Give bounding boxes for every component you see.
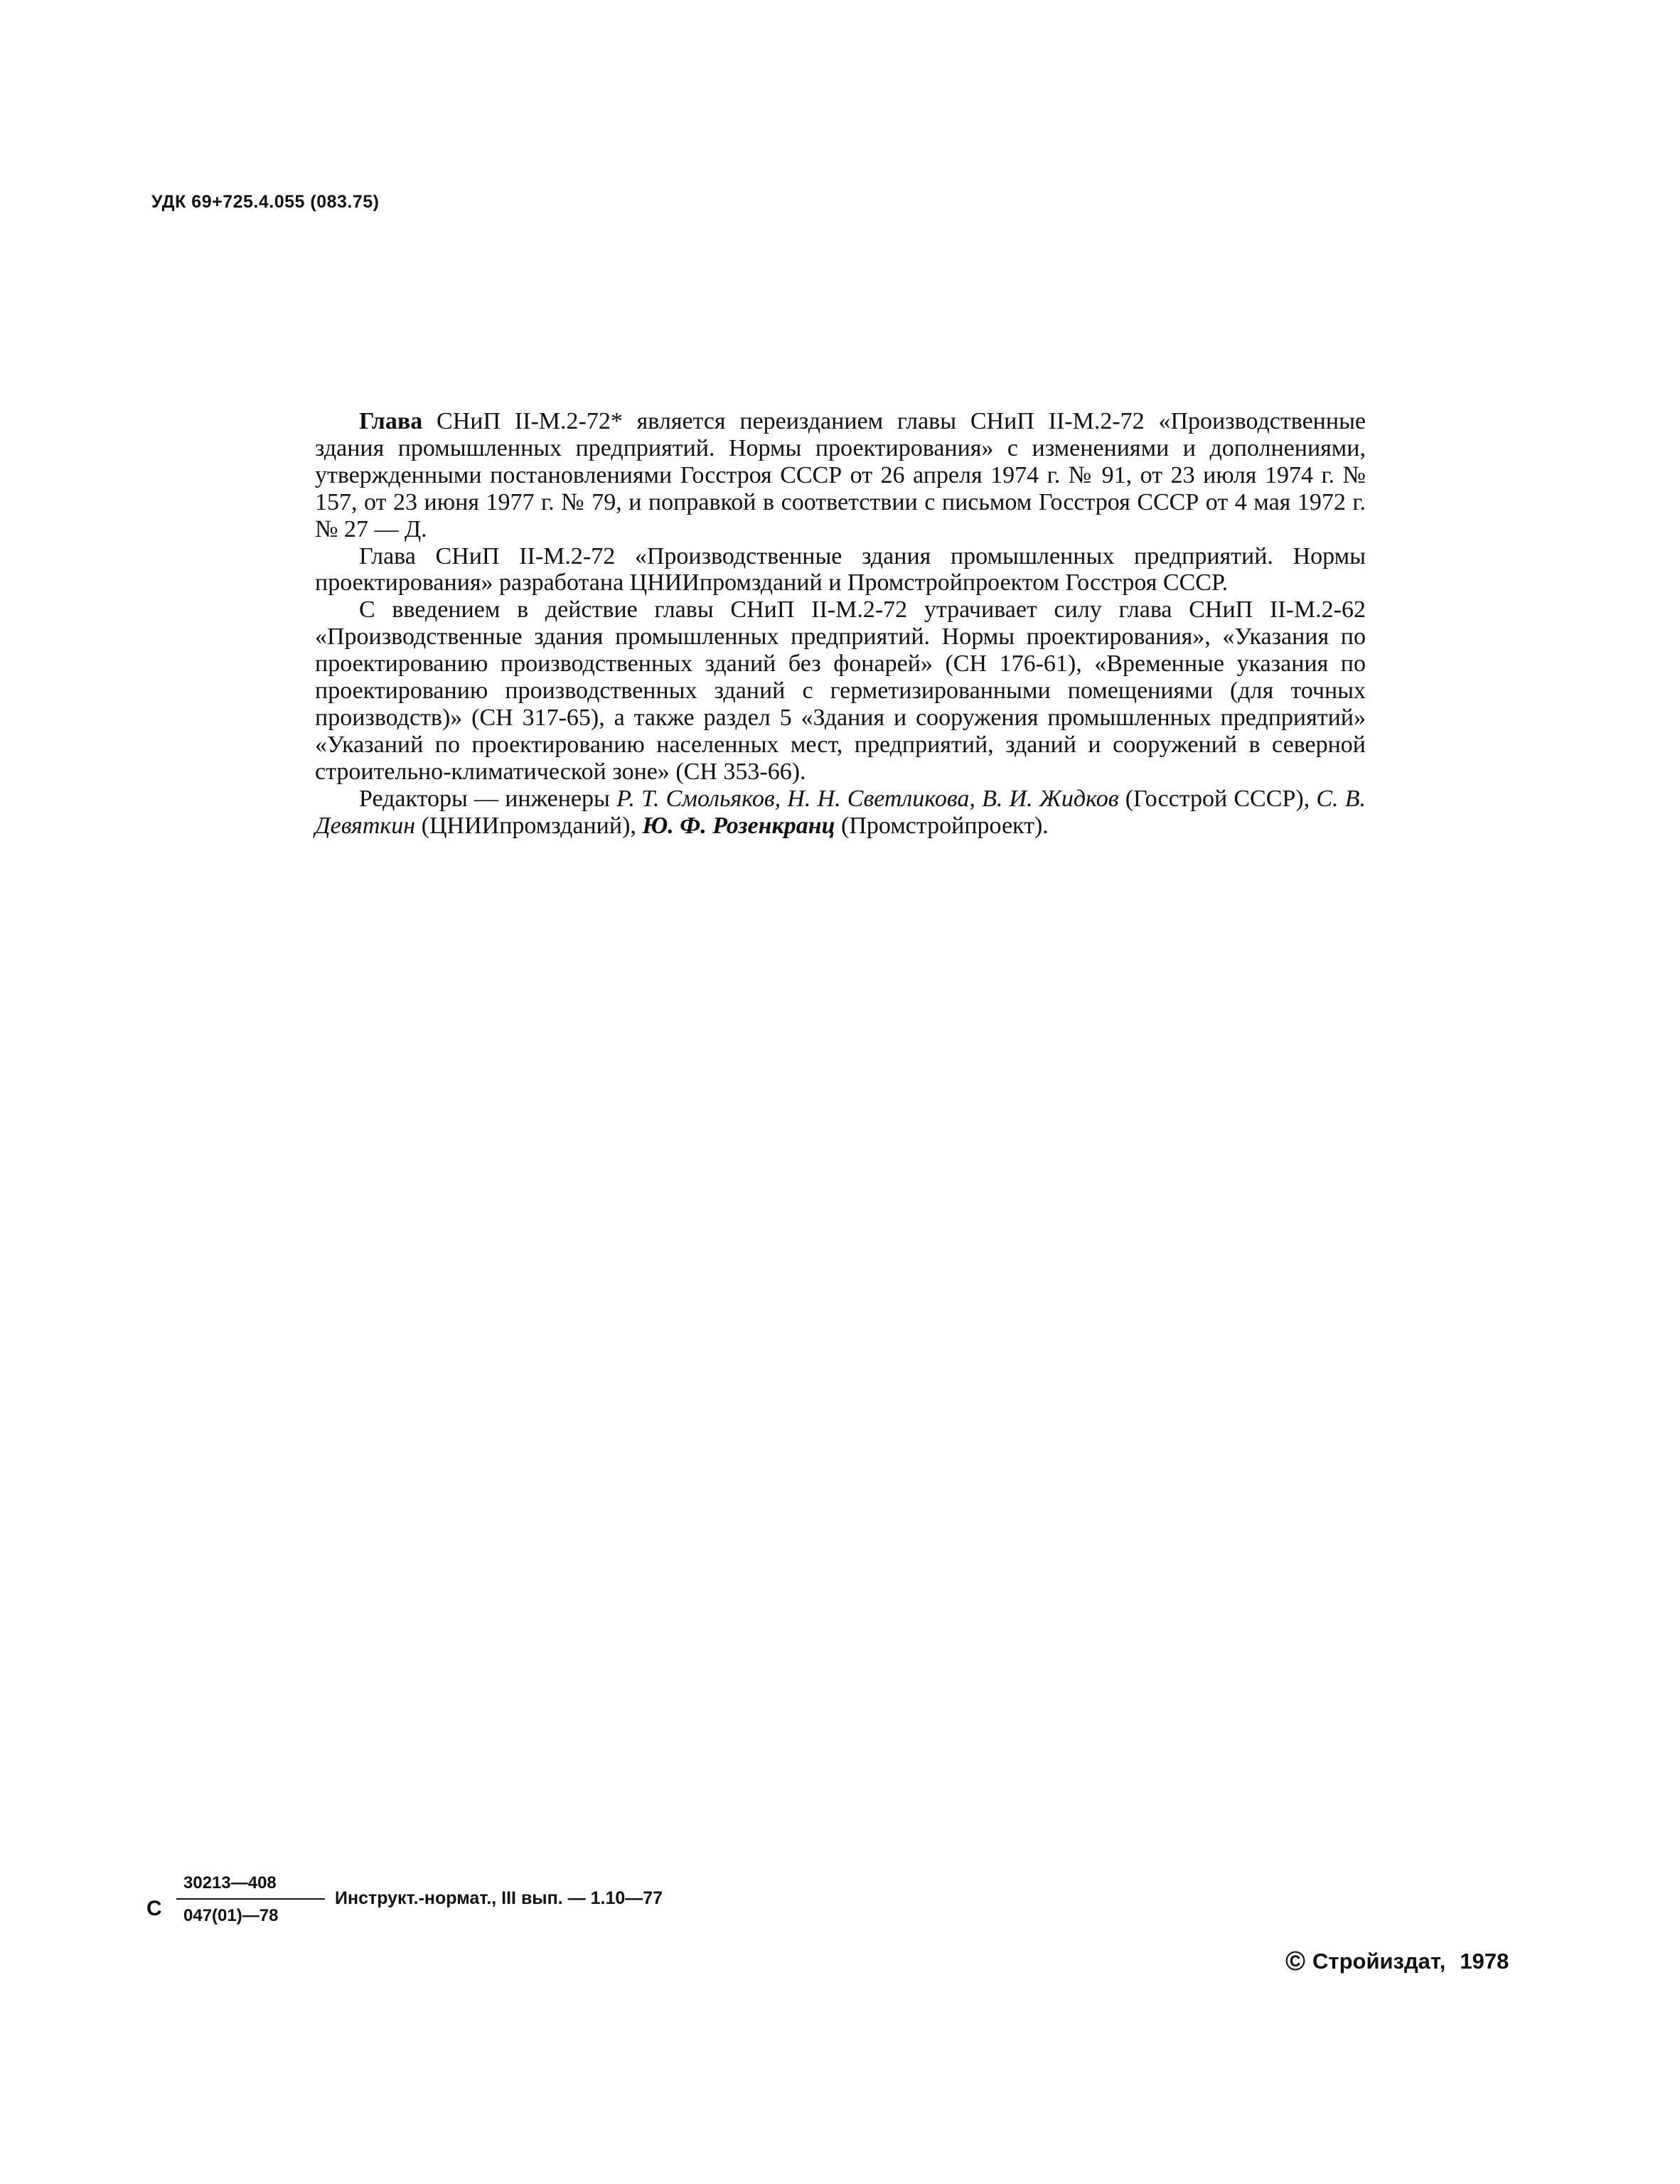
paragraph-1: [315, 408, 1366, 543]
text-run: Глава СНиП II-М.2-72 «Производственные здания промышленных предприятий. Нормы проектирования» разработана ЦНИИпромзданий и Промстройпроектом Госстроя СССР.: [315, 542, 1366, 596]
text-run: Редакторы — инженеры: [359, 785, 617, 812]
publisher-name: Стройиздат,: [1312, 1949, 1446, 1974]
text-run: Ю. Ф. Розенкранц: [642, 812, 835, 839]
text-run: С. В. Девяткин: [315, 785, 1366, 839]
preface-text: [315, 408, 1366, 840]
copyright-icon: ©: [1285, 1947, 1305, 1976]
copyright-line: [1285, 1947, 1509, 1977]
text-run: С введением в действие главы СНиП II-М.2-72 утрачивает силу глава СНиП II-М.2-62 «Производственные здания промышленных предприятий. Нормы проектирования», «Указания по проектированию производственных зданий без фонарей» (СН 176-61), «Временные указания по проектированию производственных зданий с герметизированными помещениями (для точных производств)» (СН 317-65), а также раздел 5 «Здания и сооружения промышленных предприятий» «Указаний по проектированию населенных мест, предприятий, зданий и сооружений в северной строительно-климатической зоне» (СН 353-66).: [315, 596, 1366, 785]
index-fraction: [176, 1871, 325, 1928]
text-run: (Госстрой СССР),: [1118, 785, 1317, 812]
udk-code: УДК 69+725.4.055 (083.75): [151, 192, 380, 212]
text-run: (ЦНИИпромзданий),: [415, 812, 643, 839]
paragraph-4-editors: [315, 786, 1366, 840]
text-run: (Промстройпроект).: [835, 812, 1049, 839]
paragraph-3: [315, 596, 1366, 785]
publication-year: 1978: [1460, 1949, 1509, 1974]
series-note: Инструкт.-нормат., III вып. — 1.10—77: [335, 1888, 663, 1908]
paragraph-2: [315, 543, 1366, 597]
index-letter: С: [146, 1897, 162, 1920]
text-run: Р. Т. Смольяков, Н. Н. Светликова, В. И. Жидков: [616, 785, 1119, 812]
text-run: Глава: [359, 408, 423, 434]
fraction-bar: [176, 1898, 325, 1900]
index-numerator: 30213—408: [183, 1873, 277, 1893]
index-denominator: 047(01)—78: [183, 1906, 279, 1925]
text-run: СНиП II-М.2-72* является переизданием главы СНиП II-М.2-72 «Производственные здания промышленных предприятий. Нормы проектирования» с изменениями и дополнениями, утвержденными постановлениями Госстроя СССР от 26 апреля 1974 г. № 91, от 23 июля 1974 г. № 157, от 23 июня 1977 г. № 79, и поправкой в соответствии с письмом Госстроя СССР от 4 мая 1972 г. № 27 — Д.: [315, 408, 1366, 542]
